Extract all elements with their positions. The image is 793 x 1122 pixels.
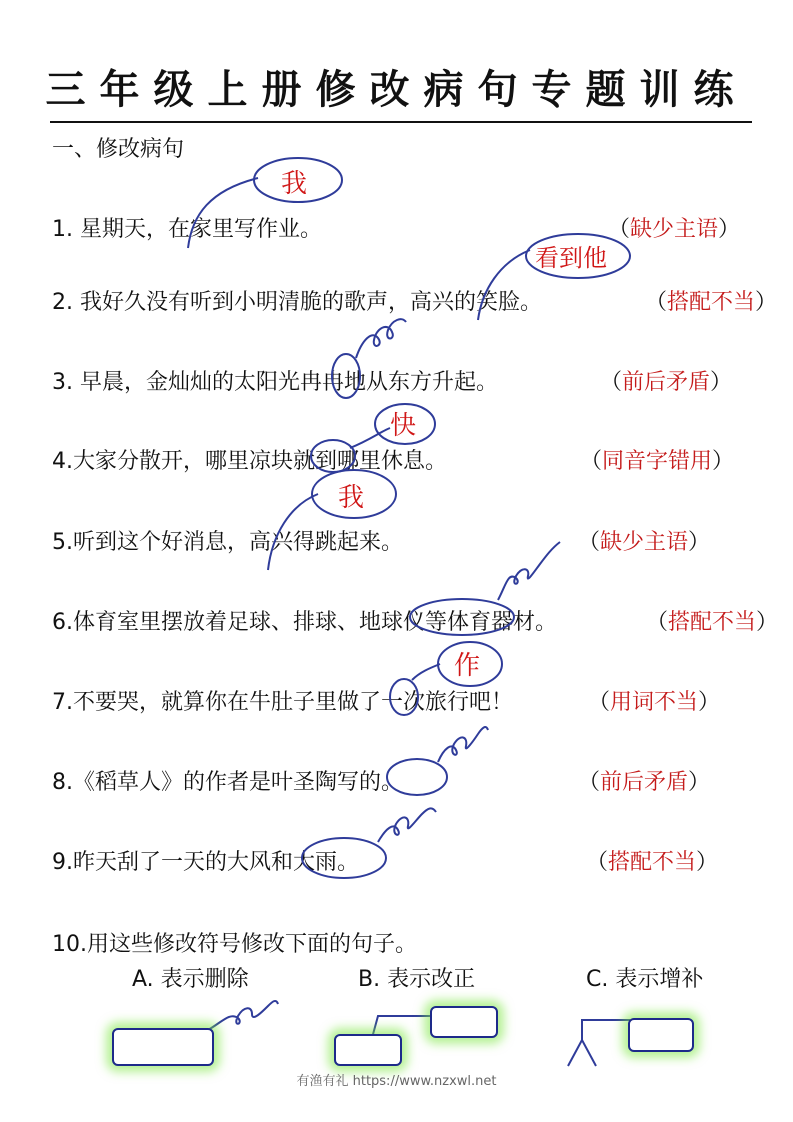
option-c: C. 表示增补 bbox=[586, 967, 704, 992]
delete-squiggle-q3 bbox=[356, 319, 406, 358]
paren-open: （ bbox=[645, 290, 668, 315]
question-9: 9.昨天刮了一天的大风和大雨。 bbox=[52, 850, 359, 875]
replace-symbol-box-new bbox=[430, 1006, 498, 1038]
error-type: 搭配不当 bbox=[668, 610, 757, 635]
delete-squiggle-q6 bbox=[498, 542, 560, 600]
section-heading: 一、修改病句 bbox=[52, 137, 185, 162]
error-type: 搭配不当 bbox=[608, 850, 697, 875]
question-1: 1. 星期天，在家里写作业。 bbox=[52, 217, 322, 242]
paren-open: （ bbox=[600, 370, 623, 395]
question-3: 3. 早晨，金灿灿的太阳光冉冉地从东方升起。 bbox=[52, 370, 498, 395]
question-2: 2. 我好久没有听到小明清脆的歌声，高兴的笑脸。 bbox=[52, 290, 542, 315]
paren-close: ） bbox=[756, 610, 779, 635]
insert-mark-q1 bbox=[188, 178, 258, 248]
error-type: 用词不当 bbox=[610, 690, 699, 715]
question-5: 5.听到这个好消息，高兴得跳起来。 bbox=[52, 530, 403, 555]
paren-close: ） bbox=[718, 217, 741, 242]
paren-close: ） bbox=[710, 370, 733, 395]
option-b: B. 表示改正 bbox=[358, 967, 476, 992]
paren-close: ） bbox=[698, 690, 721, 715]
error-type: 同音字错用 bbox=[602, 449, 713, 474]
correction-word-q2: 看到他 bbox=[535, 244, 607, 272]
page-title: 三年级上册修改病句专题训练 bbox=[45, 67, 748, 113]
error-type: 前后矛盾 bbox=[622, 370, 711, 395]
paren-open: （ bbox=[586, 850, 609, 875]
replace-circle-q4 bbox=[311, 440, 355, 472]
error-type: 搭配不当 bbox=[667, 290, 756, 315]
correction-word-q5: 我 bbox=[338, 483, 365, 513]
paren-open: （ bbox=[608, 217, 631, 242]
paren-open: （ bbox=[588, 690, 611, 715]
error-type: 缺少主语 bbox=[600, 530, 689, 555]
paren-open: （ bbox=[580, 449, 603, 474]
delete-circle-q9 bbox=[302, 838, 386, 878]
delete-symbol-box bbox=[112, 1028, 214, 1066]
insert-symbol-box bbox=[628, 1018, 694, 1052]
replace-line-q7 bbox=[412, 664, 440, 680]
insert-mark-q5 bbox=[268, 494, 318, 570]
delete-circle-q3 bbox=[332, 354, 360, 398]
correction-word-q1: 我 bbox=[281, 169, 308, 199]
delete-squiggle-q8 bbox=[438, 727, 488, 762]
question-6: 6.体育室里摆放着足球、排球、地球仪等体育器材。 bbox=[52, 610, 557, 635]
question-7: 7.不要哭，就算你在牛肚子里做了一次旅行吧！ bbox=[52, 690, 513, 715]
question-10: 10.用这些修改符号修改下面的句子。 bbox=[52, 932, 417, 957]
error-type: 缺少主语 bbox=[630, 217, 719, 242]
option-a: A. 表示删除 bbox=[132, 967, 249, 992]
paren-open: （ bbox=[646, 610, 669, 635]
delete-circle-q8 bbox=[387, 759, 447, 795]
delete-circle-q6 bbox=[410, 599, 514, 635]
delete-symbol-squiggle bbox=[208, 1001, 278, 1030]
paren-close: ） bbox=[696, 850, 719, 875]
question-8: 8.《稻草人》的作者是叶圣陶写的。 bbox=[52, 770, 403, 795]
delete-squiggle-q9 bbox=[378, 808, 436, 842]
paren-open: （ bbox=[578, 770, 601, 795]
paren-close: ） bbox=[688, 770, 711, 795]
paren-open: （ bbox=[578, 530, 601, 555]
correction-word-q7: 作 bbox=[454, 651, 481, 681]
insert-symbol-caret bbox=[568, 1020, 630, 1066]
replace-symbol-box-old bbox=[334, 1034, 402, 1066]
replace-circle-q7 bbox=[390, 679, 418, 715]
correction-word-q4: 快 bbox=[390, 411, 417, 441]
paren-close: ） bbox=[712, 449, 735, 474]
paren-close: ） bbox=[755, 290, 778, 315]
error-type: 前后矛盾 bbox=[600, 770, 689, 795]
paren-close: ） bbox=[688, 530, 711, 555]
footer-watermark: 有渔有礼 https://www.nzxwl.net bbox=[296, 1074, 497, 1089]
insert-mark-q2 bbox=[478, 250, 530, 320]
question-4: 4.大家分散开，哪里凉块就到哪里休息。 bbox=[52, 449, 447, 474]
